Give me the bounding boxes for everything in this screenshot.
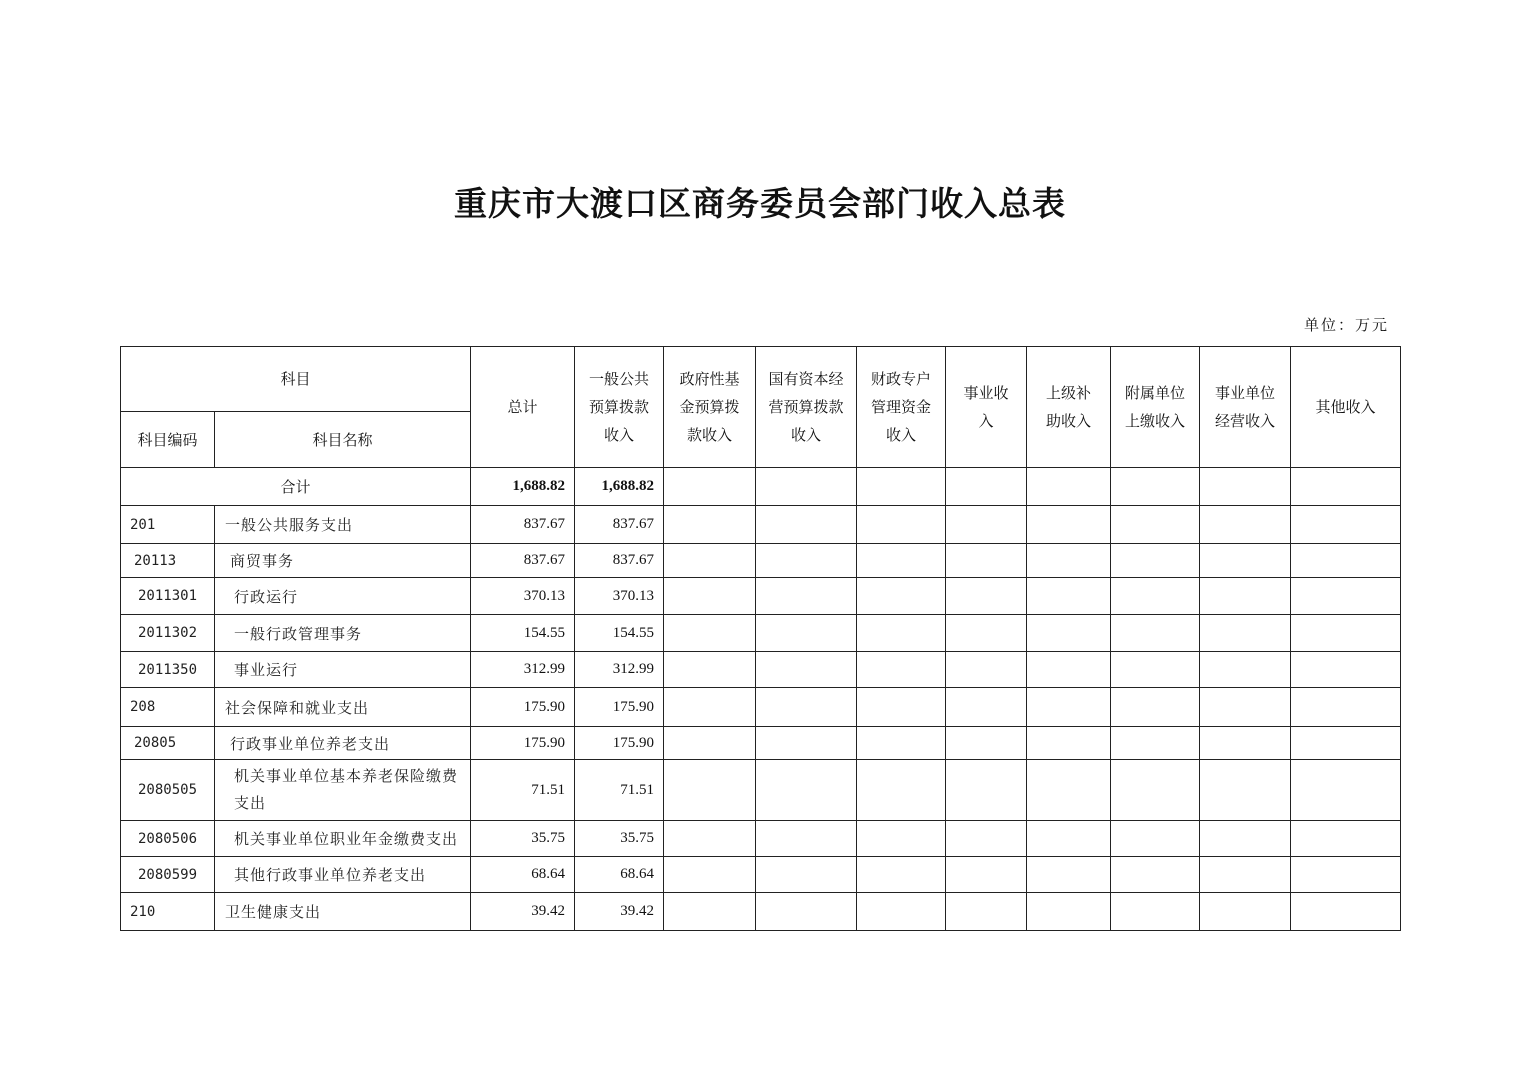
- header-line: 助收入: [1046, 412, 1092, 430]
- row-general: 35.75: [575, 821, 664, 857]
- row-code: 2080505: [121, 760, 215, 821]
- table-row: [121, 652, 1401, 688]
- row-total: 71.51: [471, 760, 575, 821]
- table-row: [121, 727, 1401, 760]
- header-state-capital: [756, 347, 857, 468]
- empty-cell: [664, 615, 756, 652]
- header-general-public: [575, 347, 664, 468]
- row-name: 机关事业单位职业年金缴费支出: [215, 821, 471, 857]
- empty-cell: [1111, 652, 1200, 688]
- empty-cell: [857, 821, 946, 857]
- empty-cell: [756, 544, 857, 578]
- header-fiscal-special: [857, 347, 946, 468]
- empty-cell: [756, 857, 857, 893]
- row-name: 一般行政管理事务: [215, 615, 471, 652]
- empty-cell: [1200, 544, 1291, 578]
- empty-cell: [1111, 506, 1200, 544]
- empty-cell: [1291, 727, 1401, 760]
- empty-cell: [1291, 468, 1401, 506]
- empty-cell: [1111, 821, 1200, 857]
- header-other: 其他收入: [1291, 347, 1401, 468]
- empty-cell: [1027, 468, 1111, 506]
- empty-cell: [1027, 578, 1111, 615]
- empty-cell: [756, 652, 857, 688]
- header-operating: [1200, 347, 1291, 468]
- header-line: 预算拨款: [589, 398, 650, 416]
- row-general: 312.99: [575, 652, 664, 688]
- row-total: 175.90: [471, 727, 575, 760]
- empty-cell: [1111, 893, 1200, 931]
- empty-cell: [664, 893, 756, 931]
- row-total: 154.55: [471, 615, 575, 652]
- row-total: 837.67: [471, 506, 575, 544]
- table-row: [121, 821, 1401, 857]
- table-row: [121, 857, 1401, 893]
- empty-cell: [946, 506, 1027, 544]
- header-line: 上级补: [1046, 384, 1092, 402]
- empty-cell: [664, 506, 756, 544]
- empty-cell: [1291, 652, 1401, 688]
- empty-cell: [756, 688, 857, 727]
- row-total: 68.64: [471, 857, 575, 893]
- row-total: 370.13: [471, 578, 575, 615]
- row-name: 卫生健康支出: [215, 893, 471, 931]
- empty-cell: [1291, 857, 1401, 893]
- header-total: 总计: [471, 347, 575, 468]
- empty-cell: [857, 652, 946, 688]
- header-line: 上缴收入: [1125, 412, 1186, 430]
- empty-cell: [1111, 615, 1200, 652]
- empty-cell: [1200, 468, 1291, 506]
- empty-cell: [857, 857, 946, 893]
- row-name: 行政事业单位养老支出: [215, 727, 471, 760]
- row-code: 210: [121, 893, 215, 931]
- table-row: [121, 544, 1401, 578]
- empty-cell: [1200, 760, 1291, 821]
- row-general: 837.67: [575, 506, 664, 544]
- header-line: 管理资金: [871, 398, 932, 416]
- header-line: 入: [978, 412, 994, 430]
- row-name: 行政运行: [215, 578, 471, 615]
- header-subject: 科目: [121, 347, 471, 412]
- row-code: 20113: [121, 544, 215, 578]
- unit-label: 单位：万元: [1303, 316, 1389, 334]
- row-code: 2011301: [121, 578, 215, 615]
- header-gov-fund: [664, 347, 756, 468]
- empty-cell: [664, 727, 756, 760]
- empty-cell: [1111, 727, 1200, 760]
- empty-cell: [1200, 506, 1291, 544]
- empty-cell: [1027, 821, 1111, 857]
- empty-cell: [857, 727, 946, 760]
- empty-cell: [1291, 893, 1401, 931]
- empty-cell: [664, 544, 756, 578]
- empty-cell: [857, 578, 946, 615]
- empty-cell: [946, 821, 1027, 857]
- empty-cell: [756, 727, 857, 760]
- total-general-value: 1,688.82: [575, 468, 664, 506]
- header-row-1: [121, 347, 1401, 412]
- empty-cell: [1200, 857, 1291, 893]
- empty-cell: [946, 760, 1027, 821]
- table-row: [121, 506, 1401, 544]
- row-total: 39.42: [471, 893, 575, 931]
- row-general: 175.90: [575, 727, 664, 760]
- empty-cell: [857, 544, 946, 578]
- total-row: [121, 468, 1401, 506]
- empty-cell: [1111, 544, 1200, 578]
- header-line: 收入: [886, 426, 917, 444]
- header-line: 营预算拨款: [768, 398, 844, 416]
- empty-cell: [1027, 544, 1111, 578]
- empty-cell: [1027, 893, 1111, 931]
- row-code: 2011302: [121, 615, 215, 652]
- header-line: 国有资本经: [768, 370, 844, 388]
- empty-cell: [1291, 688, 1401, 727]
- row-general: 175.90: [575, 688, 664, 727]
- empty-cell: [756, 506, 857, 544]
- table-row: [121, 578, 1401, 615]
- row-general: 71.51: [575, 760, 664, 821]
- empty-cell: [946, 857, 1027, 893]
- empty-cell: [946, 688, 1027, 727]
- empty-cell: [1111, 760, 1200, 821]
- row-code: 208: [121, 688, 215, 727]
- empty-cell: [664, 857, 756, 893]
- empty-cell: [1027, 760, 1111, 821]
- empty-cell: [1291, 760, 1401, 821]
- empty-cell: [857, 615, 946, 652]
- row-name: 事业运行: [215, 652, 471, 688]
- empty-cell: [946, 893, 1027, 931]
- header-line: 款收入: [687, 426, 733, 444]
- row-name: 其他行政事业单位养老支出: [215, 857, 471, 893]
- row-general: 39.42: [575, 893, 664, 931]
- header-subject-code: 科目编码: [121, 412, 215, 468]
- row-code: 201: [121, 506, 215, 544]
- empty-cell: [946, 652, 1027, 688]
- empty-cell: [1291, 821, 1401, 857]
- empty-cell: [946, 615, 1027, 652]
- empty-cell: [1200, 821, 1291, 857]
- empty-cell: [1027, 857, 1111, 893]
- empty-cell: [1027, 727, 1111, 760]
- total-value: 1,688.82: [471, 468, 575, 506]
- header-line: 一般公共: [589, 370, 650, 388]
- empty-cell: [1111, 578, 1200, 615]
- header-line: 事业单位: [1215, 384, 1276, 402]
- row-general: 370.13: [575, 578, 664, 615]
- empty-cell: [1027, 688, 1111, 727]
- table-row: [121, 688, 1401, 727]
- empty-cell: [857, 893, 946, 931]
- row-general: 68.64: [575, 857, 664, 893]
- empty-cell: [664, 760, 756, 821]
- row-general: 837.67: [575, 544, 664, 578]
- document-title: 重庆市大渡口区商务委员会部门收入总表: [454, 184, 1066, 223]
- row-total: 175.90: [471, 688, 575, 727]
- table-row: [121, 893, 1401, 931]
- empty-cell: [756, 821, 857, 857]
- header-line: 收入: [791, 426, 822, 444]
- empty-cell: [857, 506, 946, 544]
- empty-cell: [946, 468, 1027, 506]
- empty-cell: [664, 578, 756, 615]
- empty-cell: [1111, 468, 1200, 506]
- empty-cell: [946, 727, 1027, 760]
- header-line: 金预算拨: [679, 398, 740, 416]
- empty-cell: [1200, 652, 1291, 688]
- header-subject-name: 科目名称: [215, 412, 471, 468]
- empty-cell: [1200, 893, 1291, 931]
- empty-cell: [664, 688, 756, 727]
- header-line: 附属单位: [1125, 384, 1186, 402]
- row-name: 机关事业单位基本养老保险缴费支出: [215, 760, 471, 821]
- table-row: [121, 760, 1401, 821]
- header-line: 收入: [604, 426, 635, 444]
- empty-cell: [857, 760, 946, 821]
- income-summary-table: [120, 346, 1401, 931]
- row-code: 20805: [121, 727, 215, 760]
- row-total: 837.67: [471, 544, 575, 578]
- empty-cell: [1027, 506, 1111, 544]
- header-superior-subsidy: [1027, 347, 1111, 468]
- header-line: 财政专户: [871, 370, 932, 388]
- empty-cell: [1291, 544, 1401, 578]
- empty-cell: [756, 578, 857, 615]
- row-code: 2080599: [121, 857, 215, 893]
- empty-cell: [1200, 688, 1291, 727]
- row-total: 312.99: [471, 652, 575, 688]
- header-line: 经营收入: [1215, 412, 1276, 430]
- header-affiliated: [1111, 347, 1200, 468]
- empty-cell: [756, 615, 857, 652]
- empty-cell: [1200, 727, 1291, 760]
- header-line: 政府性基: [679, 370, 740, 388]
- empty-cell: [756, 468, 857, 506]
- empty-cell: [857, 468, 946, 506]
- empty-cell: [664, 468, 756, 506]
- empty-cell: [664, 821, 756, 857]
- row-code: 2080506: [121, 821, 215, 857]
- empty-cell: [1027, 615, 1111, 652]
- empty-cell: [1111, 857, 1200, 893]
- empty-cell: [857, 688, 946, 727]
- row-code: 2011350: [121, 652, 215, 688]
- empty-cell: [1291, 506, 1401, 544]
- empty-cell: [1027, 652, 1111, 688]
- empty-cell: [946, 544, 1027, 578]
- empty-cell: [946, 578, 1027, 615]
- empty-cell: [1291, 578, 1401, 615]
- row-general: 154.55: [575, 615, 664, 652]
- empty-cell: [756, 760, 857, 821]
- empty-cell: [1200, 578, 1291, 615]
- total-label: 合计: [121, 468, 471, 506]
- header-institution: [946, 347, 1027, 468]
- empty-cell: [1111, 688, 1200, 727]
- empty-cell: [664, 652, 756, 688]
- empty-cell: [1200, 615, 1291, 652]
- table-row: [121, 615, 1401, 652]
- row-name: 商贸事务: [215, 544, 471, 578]
- empty-cell: [1291, 615, 1401, 652]
- row-total: 35.75: [471, 821, 575, 857]
- row-name: 一般公共服务支出: [215, 506, 471, 544]
- row-name: 社会保障和就业支出: [215, 688, 471, 727]
- empty-cell: [756, 893, 857, 931]
- header-line: 事业收: [963, 384, 1009, 402]
